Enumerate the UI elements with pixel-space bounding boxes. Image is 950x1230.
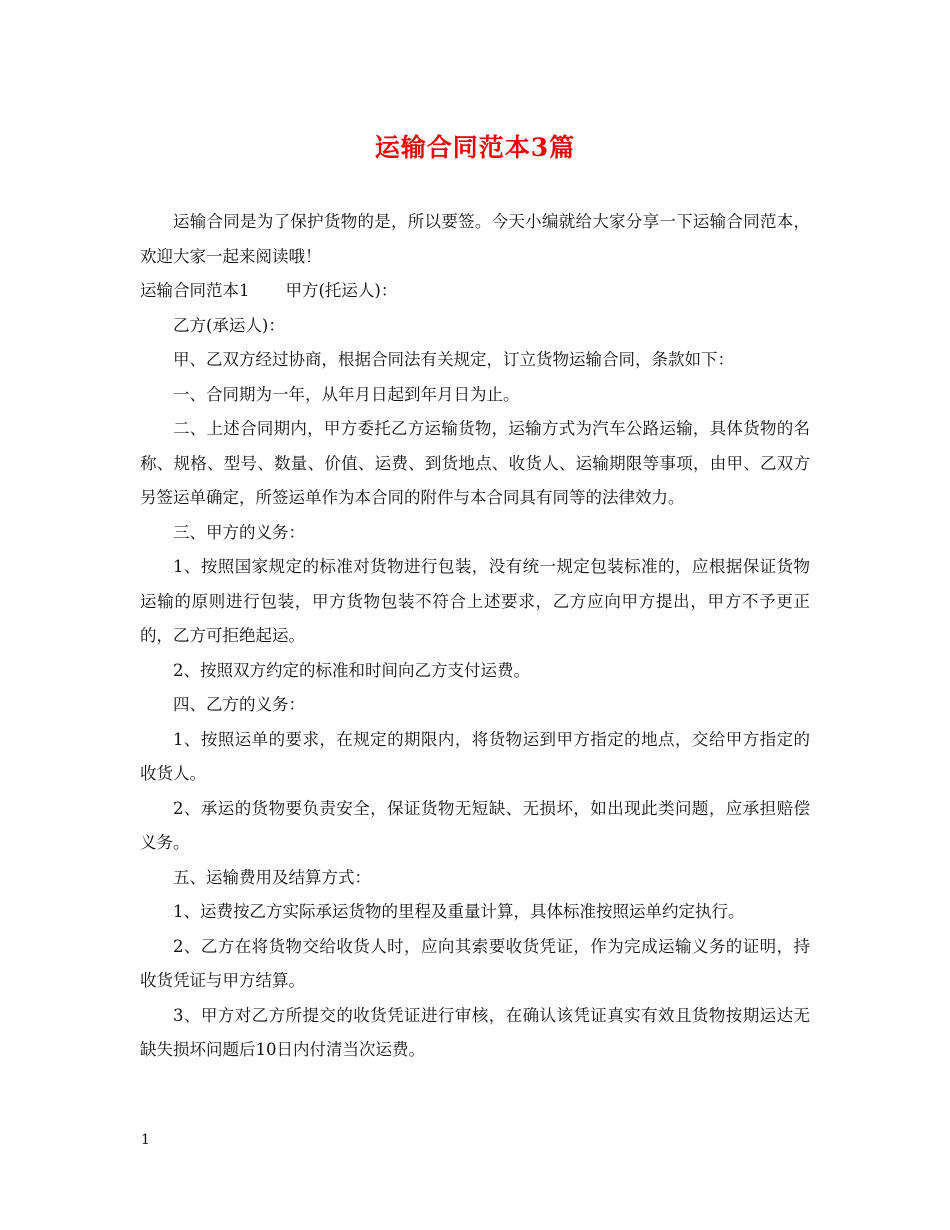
body-paragraph: 四、乙方的义务： [173,695,305,714]
contract-heading-line [140,274,810,309]
page-number: 1 [141,1132,150,1148]
body-paragraph: 三、甲方的义务： [173,522,305,542]
body-paragraph: 1、按照运单的要求，在规定的期限内，将货物运到甲方指定的地点，交给甲方指定的收货人。 [140,729,810,783]
section-heading: 运输合同范本1 [140,281,250,300]
body-paragraph: 2、乙方在将货物交给收货人时，应向其索要收货凭证，作为完成运输义务的证明，持收货凭证与甲方结算。 [140,936,810,990]
heading-gap [250,274,286,309]
party-b-label: 乙方(承运人)： [173,315,285,335]
body-paragraph: 二、上述合同期内，甲方委托乙方运输货物，运输方式为汽车公路运输，具体货物的名称、规格、型号、数量、价值、运费、到货地点、收货人、运输期限等事项，由甲、乙双方另签运单确定，所签运单作为本合同的附件与本合同具有同等的法律效力。 [140,419,810,507]
body-paragraph: 2、承运的货物要负责安全，保证货物无短缺、无损坏，如出现此类问题，应承担赔偿义务。 [140,798,810,852]
party-a-label: 甲方(托运人)： [285,281,398,300]
document-body [140,205,810,1068]
body-paragraph: 五、运输费用及结算方式： [173,867,371,887]
body-paragraph: 一、合同期为一年，从年月日起到年月日为止。 [173,384,520,404]
body-paragraph: 1、运费按乙方实际承运货物的里程及重量计算，具体标准按照运单约定执行。 [173,902,745,921]
body-paragraph: 1、按照国家规定的标准对货物进行包装，没有统一规定包装标准的，应根据保证货物运输的原则进行包装，甲方货物包装不符合上述要求，乙方应向甲方提出，甲方不予更正的，乙方可拒绝起运。 [140,557,810,645]
body-paragraph: 2、按照双方约定的标准和时间向乙方支付运费。 [173,660,530,680]
body-paragraph: 3、甲方对乙方所提交的收货凭证进行审核，在确认该凭证真实有效且货物按期运达无缺失损坏问题后10日内付清当次运费。 [140,1005,810,1059]
intro-paragraph: 运输合同是为了保护货物的是，所以要签。今天小编就给大家分享一下运输合同范本，欢迎大家一起来阅读哦！ [140,212,810,266]
body-paragraph: 甲、乙双方经过协商，根据合同法有关规定，订立货物运输合同，条款如下： [173,350,734,369]
document-title: 运输合同范本3篇 [374,133,576,162]
